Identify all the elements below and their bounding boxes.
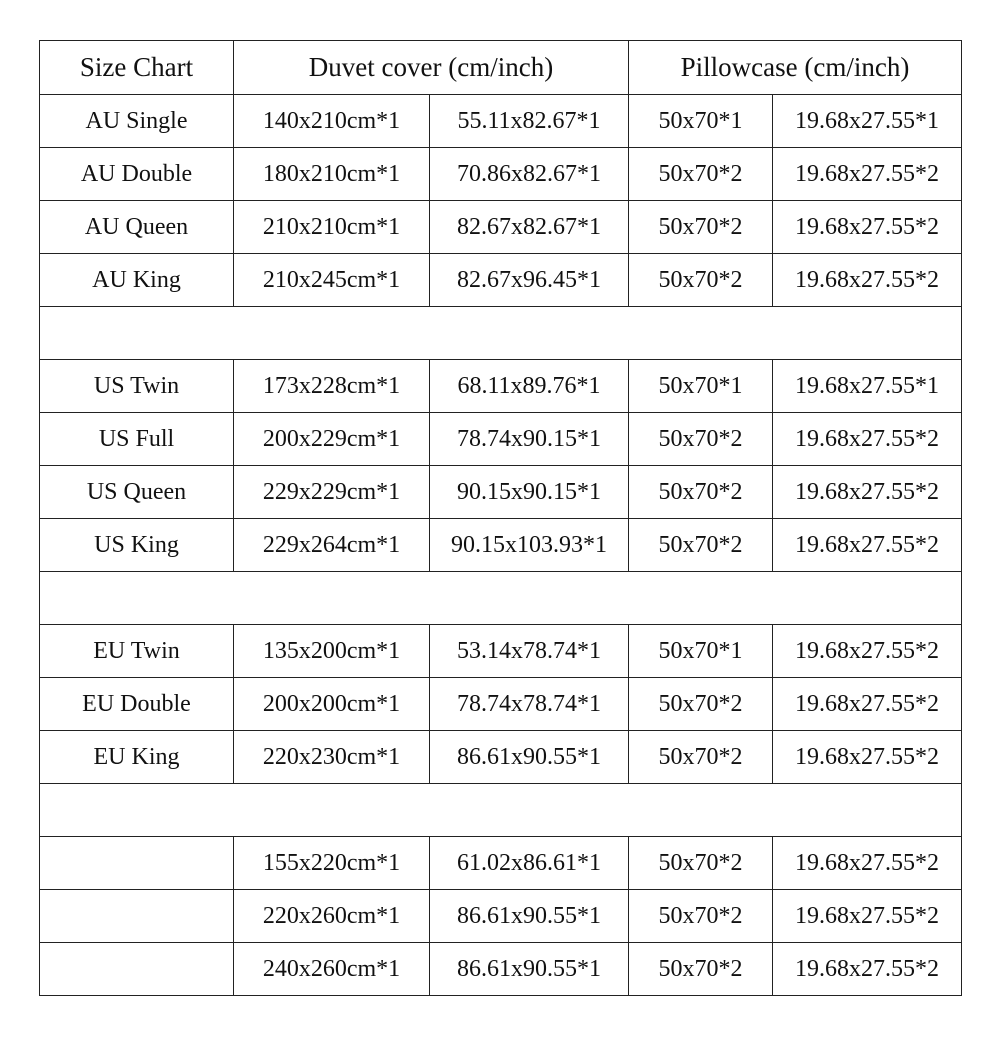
duvet-inch-cell: 70.86x82.67*1 bbox=[430, 148, 629, 201]
pillow-cm-cell: 50x70*2 bbox=[629, 731, 773, 784]
pillow-inch-cell: 19.68x27.55*2 bbox=[773, 413, 962, 466]
size-label-cell: US Twin bbox=[40, 360, 234, 413]
duvet-inch-cell: 68.11x89.76*1 bbox=[430, 360, 629, 413]
duvet-inch-cell: 55.11x82.67*1 bbox=[430, 95, 629, 148]
pillow-inch-cell: 19.68x27.55*2 bbox=[773, 837, 962, 890]
table-row bbox=[40, 254, 962, 307]
spacer-cell bbox=[40, 307, 962, 360]
duvet-cm-cell: 229x229cm*1 bbox=[234, 466, 430, 519]
size-chart-table bbox=[39, 40, 962, 996]
spacer-row bbox=[40, 784, 962, 837]
size-label-cell: AU Single bbox=[40, 95, 234, 148]
duvet-cm-cell: 135x200cm*1 bbox=[234, 625, 430, 678]
pillow-inch-cell: 19.68x27.55*2 bbox=[773, 254, 962, 307]
duvet-inch-cell: 86.61x90.55*1 bbox=[430, 890, 629, 943]
spacer-row bbox=[40, 307, 962, 360]
duvet-inch-cell: 86.61x90.55*1 bbox=[430, 943, 629, 996]
spacer-row bbox=[40, 572, 962, 625]
table-body bbox=[40, 41, 962, 996]
size-label-cell: EU Twin bbox=[40, 625, 234, 678]
pillow-inch-cell: 19.68x27.55*2 bbox=[773, 466, 962, 519]
pillow-cm-cell: 50x70*1 bbox=[629, 625, 773, 678]
table-row bbox=[40, 890, 962, 943]
pillow-cm-cell: 50x70*2 bbox=[629, 254, 773, 307]
pillow-inch-cell: 19.68x27.55*2 bbox=[773, 890, 962, 943]
size-label-cell: AU Double bbox=[40, 148, 234, 201]
duvet-cm-cell: 140x210cm*1 bbox=[234, 95, 430, 148]
table-row bbox=[40, 148, 962, 201]
duvet-cm-cell: 180x210cm*1 bbox=[234, 148, 430, 201]
pillow-inch-cell: 19.68x27.55*2 bbox=[773, 731, 962, 784]
table-row bbox=[40, 466, 962, 519]
size-label-cell: US King bbox=[40, 519, 234, 572]
duvet-inch-cell: 82.67x96.45*1 bbox=[430, 254, 629, 307]
duvet-inch-cell: 86.61x90.55*1 bbox=[430, 731, 629, 784]
spacer-cell bbox=[40, 784, 962, 837]
pillow-cm-cell: 50x70*1 bbox=[629, 95, 773, 148]
pillow-inch-cell: 19.68x27.55*2 bbox=[773, 625, 962, 678]
table-row bbox=[40, 625, 962, 678]
pillow-inch-cell: 19.68x27.55*1 bbox=[773, 360, 962, 413]
pillow-cm-cell: 50x70*2 bbox=[629, 519, 773, 572]
table-row bbox=[40, 731, 962, 784]
pillow-cm-cell: 50x70*2 bbox=[629, 678, 773, 731]
size-label-cell: EU Double bbox=[40, 678, 234, 731]
duvet-inch-cell: 82.67x82.67*1 bbox=[430, 201, 629, 254]
pillow-cm-cell: 50x70*2 bbox=[629, 890, 773, 943]
size-label-cell bbox=[40, 943, 234, 996]
duvet-cm-cell: 220x230cm*1 bbox=[234, 731, 430, 784]
pillow-inch-cell: 19.68x27.55*2 bbox=[773, 201, 962, 254]
size-chart-header: Size Chart bbox=[40, 41, 234, 95]
size-label-cell: AU King bbox=[40, 254, 234, 307]
duvet-cm-cell: 200x200cm*1 bbox=[234, 678, 430, 731]
duvet-inch-cell: 53.14x78.74*1 bbox=[430, 625, 629, 678]
table-row bbox=[40, 95, 962, 148]
pillow-inch-cell: 19.68x27.55*1 bbox=[773, 95, 962, 148]
table-row bbox=[40, 678, 962, 731]
duvet-inch-cell: 61.02x86.61*1 bbox=[430, 837, 629, 890]
table-row bbox=[40, 360, 962, 413]
duvet-cm-cell: 210x245cm*1 bbox=[234, 254, 430, 307]
duvet-cm-cell: 229x264cm*1 bbox=[234, 519, 430, 572]
duvet-inch-cell: 90.15x90.15*1 bbox=[430, 466, 629, 519]
pillow-cm-cell: 50x70*1 bbox=[629, 360, 773, 413]
pillow-inch-cell: 19.68x27.55*2 bbox=[773, 519, 962, 572]
table-row bbox=[40, 201, 962, 254]
size-label-cell: EU King bbox=[40, 731, 234, 784]
pillow-cm-cell: 50x70*2 bbox=[629, 201, 773, 254]
duvet-cm-cell: 220x260cm*1 bbox=[234, 890, 430, 943]
duvet-cm-cell: 200x229cm*1 bbox=[234, 413, 430, 466]
pillowcase-header: Pillowcase (cm/inch) bbox=[629, 41, 962, 95]
spacer-cell bbox=[40, 572, 962, 625]
pillow-cm-cell: 50x70*2 bbox=[629, 466, 773, 519]
duvet-inch-cell: 78.74x90.15*1 bbox=[430, 413, 629, 466]
pillow-cm-cell: 50x70*2 bbox=[629, 837, 773, 890]
table-row bbox=[40, 837, 962, 890]
pillow-inch-cell: 19.68x27.55*2 bbox=[773, 678, 962, 731]
pillow-inch-cell: 19.68x27.55*2 bbox=[773, 148, 962, 201]
size-label-cell bbox=[40, 890, 234, 943]
duvet-cover-header: Duvet cover (cm/inch) bbox=[234, 41, 629, 95]
pillow-inch-cell: 19.68x27.55*2 bbox=[773, 943, 962, 996]
duvet-cm-cell: 173x228cm*1 bbox=[234, 360, 430, 413]
duvet-cm-cell: 155x220cm*1 bbox=[234, 837, 430, 890]
table-row bbox=[40, 413, 962, 466]
duvet-inch-cell: 78.74x78.74*1 bbox=[430, 678, 629, 731]
pillow-cm-cell: 50x70*2 bbox=[629, 148, 773, 201]
header-row bbox=[40, 41, 962, 95]
duvet-cm-cell: 240x260cm*1 bbox=[234, 943, 430, 996]
pillow-cm-cell: 50x70*2 bbox=[629, 413, 773, 466]
table-row bbox=[40, 943, 962, 996]
duvet-inch-cell: 90.15x103.93*1 bbox=[430, 519, 629, 572]
table-row bbox=[40, 519, 962, 572]
duvet-cm-cell: 210x210cm*1 bbox=[234, 201, 430, 254]
size-label-cell bbox=[40, 837, 234, 890]
size-label-cell: US Full bbox=[40, 413, 234, 466]
size-label-cell: US Queen bbox=[40, 466, 234, 519]
pillow-cm-cell: 50x70*2 bbox=[629, 943, 773, 996]
size-label-cell: AU Queen bbox=[40, 201, 234, 254]
